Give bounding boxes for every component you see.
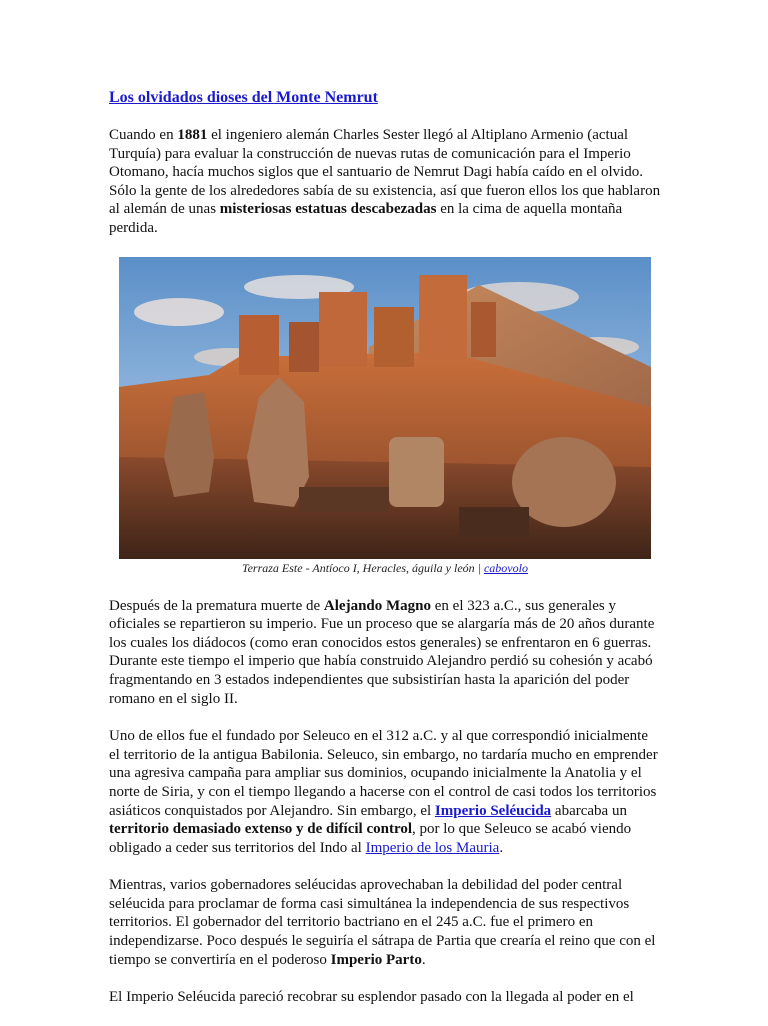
article-title-link[interactable]: Los olvidados dioses del Monte Nemrut bbox=[109, 89, 378, 106]
paragraph-2: Después de la prematura muerte de Alejando Magno en el 323 a.C., sus generales y oficiales se repartieron su imperio. Fue un proceso que se alargaría más de 20 años durante los cuales los diádocos (como eran conocidos estos generales) se enfrentaron en 6 guerras. Durante este tiempo el imperio que había construido Alejandro perdió su cohesión y acabó fragmentando en 3 estados independientes que subsistirían hasta la aparición del poder romano en el siglo II. bbox=[109, 597, 655, 707]
paragraph-3: Uno de ellos fue el fundado por Seleuco en el 312 a.C. y al que correspondió inicialmente el territorio de la antigua Babilonia. Seleuco, sin embargo, no tardaría mucho en emprender una agresiva campaña para ampliar sus dominios, ocupando inicialmente la Anatolia y el norte de Siria, y con el tiempo llegando a hacerse con el control de casi todos los territorios asiáticos conquistados por Alejandro. Sin embargo, el Imperio Seléucida abarcaba un territorio demasiado extenso y de difícil control, por lo que Seleuco se acabó viendo obligado a ceder sus territorios del Indo al Imperio de los Mauria. bbox=[109, 728, 658, 856]
imperio-seleucida-link[interactable]: Imperio Seléucida bbox=[434, 802, 552, 819]
nemrut-statues-photo bbox=[119, 257, 651, 559]
paragraph-4: Mientras, varios gobernadores seléucidas aprovechaban la debilidad del poder central seléucida para proclamar de forma casi simultánea la independencia de sus respectivos territorios. El gobernador del territorio bactriano en el 245 a.C. fue el primero en independizarse. Poco después le seguiría el sátrapa de Partia que crearía el reino que con el tiempo se convertiría en el poderoso Imperio Parto. bbox=[109, 877, 656, 968]
figure-caption: Terraza Este - Antíoco I, Heracles, águila y león | cabovolo bbox=[242, 560, 528, 575]
article bbox=[109, 88, 661, 1026]
figure bbox=[109, 257, 661, 575]
paragraph-5: El Imperio Seléucida pareció recobrar su esplendor pasado con la llegada al poder en el bbox=[109, 989, 634, 1006]
imperio-mauria-link[interactable]: Imperio de los Mauria bbox=[365, 839, 500, 856]
paragraph-1: Cuando en 1881 el ingeniero alemán Charles Sester llegó al Altiplano Armenio (actual Turquía) para evaluar la construcción de nuevas rutas de comunicación para el Imperio Otomano, hacía muchos siglos que el santuario de Nemrut Dagi había caído en el olvido. Sólo la gente de los alrededores sabía de su existencia, así que fueron ellos los que hablaron al alemán de unas misteriosas estatuas descabezadas en la cima de aquella montaña perdida. bbox=[109, 127, 661, 236]
caption-source-link[interactable]: cabovolo bbox=[483, 560, 528, 575]
